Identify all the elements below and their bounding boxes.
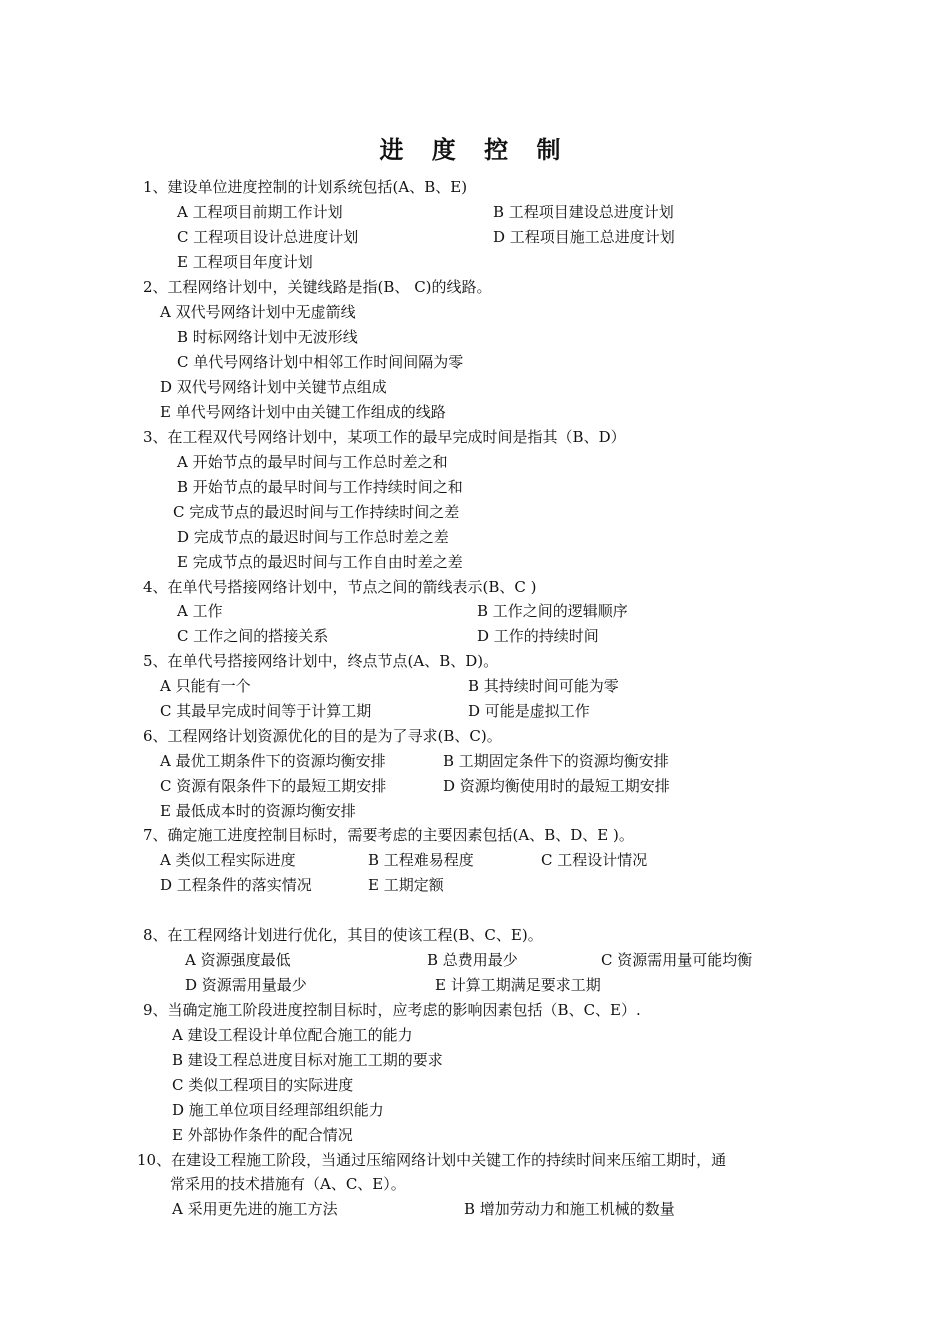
text-line: C 工程设计情况 bbox=[541, 851, 648, 869]
text-line: D 资源需用量最少 bbox=[185, 976, 307, 994]
text-line: B 其持续时间可能为零 bbox=[468, 677, 619, 695]
text-line: 9、当确定施工阶段进度控制目标时，应考虑的影响因素包括（B、C、E）. bbox=[143, 1001, 641, 1019]
text-line: A 工作 bbox=[177, 602, 223, 620]
text-line: D 工程条件的落实情况 bbox=[160, 876, 312, 894]
text-line: B 工期固定条件下的资源均衡安排 bbox=[443, 752, 669, 770]
text-line: A 类似工程实际进度 bbox=[160, 851, 296, 869]
text-line: 5、在单代号搭接网络计划中，终点节点(A、B、D)。 bbox=[143, 652, 499, 670]
text-line: D 完成节点的最迟时间与工作总时差之差 bbox=[177, 528, 449, 546]
text-line: A 开始节点的最早时间与工作总时差之和 bbox=[177, 453, 448, 471]
text-line: D 工作的持续时间 bbox=[477, 627, 599, 645]
text-line: B 工作之间的逻辑顺序 bbox=[477, 602, 628, 620]
text-line: B 增加劳动力和施工机械的数量 bbox=[464, 1200, 675, 1218]
text-line: B 工程难易程度 bbox=[368, 851, 474, 869]
text-line: B 开始节点的最早时间与工作持续时间之和 bbox=[177, 478, 463, 496]
text-line: 7、确定施工进度控制目标时，需要考虑的主要因素包括(A、B、D、E )。 bbox=[143, 826, 634, 844]
text-line: E 外部协作条件的配合情况 bbox=[172, 1126, 353, 1144]
text-line: A 工程项目前期工作计划 bbox=[177, 203, 343, 221]
text-line: D 可能是虚拟工作 bbox=[468, 702, 590, 720]
text-line: C 资源需用量可能均衡 bbox=[601, 951, 753, 969]
text-line: D 施工单位项目经理部组织能力 bbox=[172, 1101, 384, 1119]
text-line: 4、在单代号搭接网络计划中，节点之间的箭线表示(B、C ) bbox=[143, 578, 537, 596]
text-line: 2、工程网络计划中，关键线路是指(B、 C)的线路。 bbox=[143, 278, 492, 296]
text-line: D 双代号网络计划中关键节点组成 bbox=[160, 378, 387, 396]
text-line: B 建设工程总进度目标对施工工期的要求 bbox=[172, 1051, 443, 1069]
text-line: 10、在建设工程施工阶段，当通过压缩网络计划中关键工作的持续时间来压缩工期时，通 bbox=[137, 1151, 727, 1169]
text-line: E 工期定额 bbox=[368, 876, 444, 894]
text-line: 6、工程网络计划资源优化的目的是为了寻求(B、C)。 bbox=[143, 727, 502, 745]
text-line: 8、在工程网络计划进行优化，其目的使该工程(B、C、E)。 bbox=[143, 926, 543, 944]
text-line: A 资源强度最低 bbox=[185, 951, 291, 969]
text-line: 常采用的技术措施有（A、C、E）。 bbox=[170, 1175, 406, 1193]
text-line: A 只能有一个 bbox=[160, 677, 251, 695]
text-line: E 工程项目年度计划 bbox=[177, 253, 313, 271]
text-line: A 最优工期条件下的资源均衡安排 bbox=[160, 752, 386, 770]
text-line: B 总费用最少 bbox=[427, 951, 518, 969]
text-line: E 最低成本时的资源均衡安排 bbox=[160, 802, 356, 820]
text-line: A 采用更先进的施工方法 bbox=[172, 1200, 338, 1218]
text-line: C 工作之间的搭接关系 bbox=[177, 627, 329, 645]
text-line: E 计算工期满足要求工期 bbox=[435, 976, 601, 994]
text-line: B 时标网络计划中无波形线 bbox=[177, 328, 358, 346]
text-line: A 双代号网络计划中无虚箭线 bbox=[160, 303, 356, 321]
text-line: C 资源有限条件下的最短工期安排 bbox=[160, 777, 387, 795]
text-line: 3、在工程双代号网络计划中，某项工作的最早完成时间是指其（B、D） bbox=[143, 428, 626, 446]
text-line: E 完成节点的最迟时间与工作自由时差之差 bbox=[177, 553, 463, 571]
text-line: 1、建设单位进度控制的计划系统包括(A、B、E) bbox=[143, 178, 468, 196]
text-line: C 其最早完成时间等于计算工期 bbox=[160, 702, 372, 720]
text-line: A 建设工程设计单位配合施工的能力 bbox=[172, 1026, 413, 1044]
text-line: C 工程项目设计总进度计划 bbox=[177, 228, 359, 246]
text-line: C 单代号网络计划中相邻工作时间间隔为零 bbox=[177, 353, 464, 371]
text-line: B 工程项目建设总进度计划 bbox=[493, 203, 674, 221]
page-title: 进 度 控 制 bbox=[379, 136, 571, 164]
text-line: C 完成节点的最迟时间与工作持续时间之差 bbox=[173, 503, 460, 521]
text-line: C 类似工程项目的实际进度 bbox=[172, 1076, 354, 1094]
text-line: D 工程项目施工总进度计划 bbox=[493, 228, 675, 246]
text-line: D 资源均衡使用时的最短工期安排 bbox=[443, 777, 670, 795]
text-line: E 单代号网络计划中由关键工作组成的线路 bbox=[160, 403, 446, 421]
